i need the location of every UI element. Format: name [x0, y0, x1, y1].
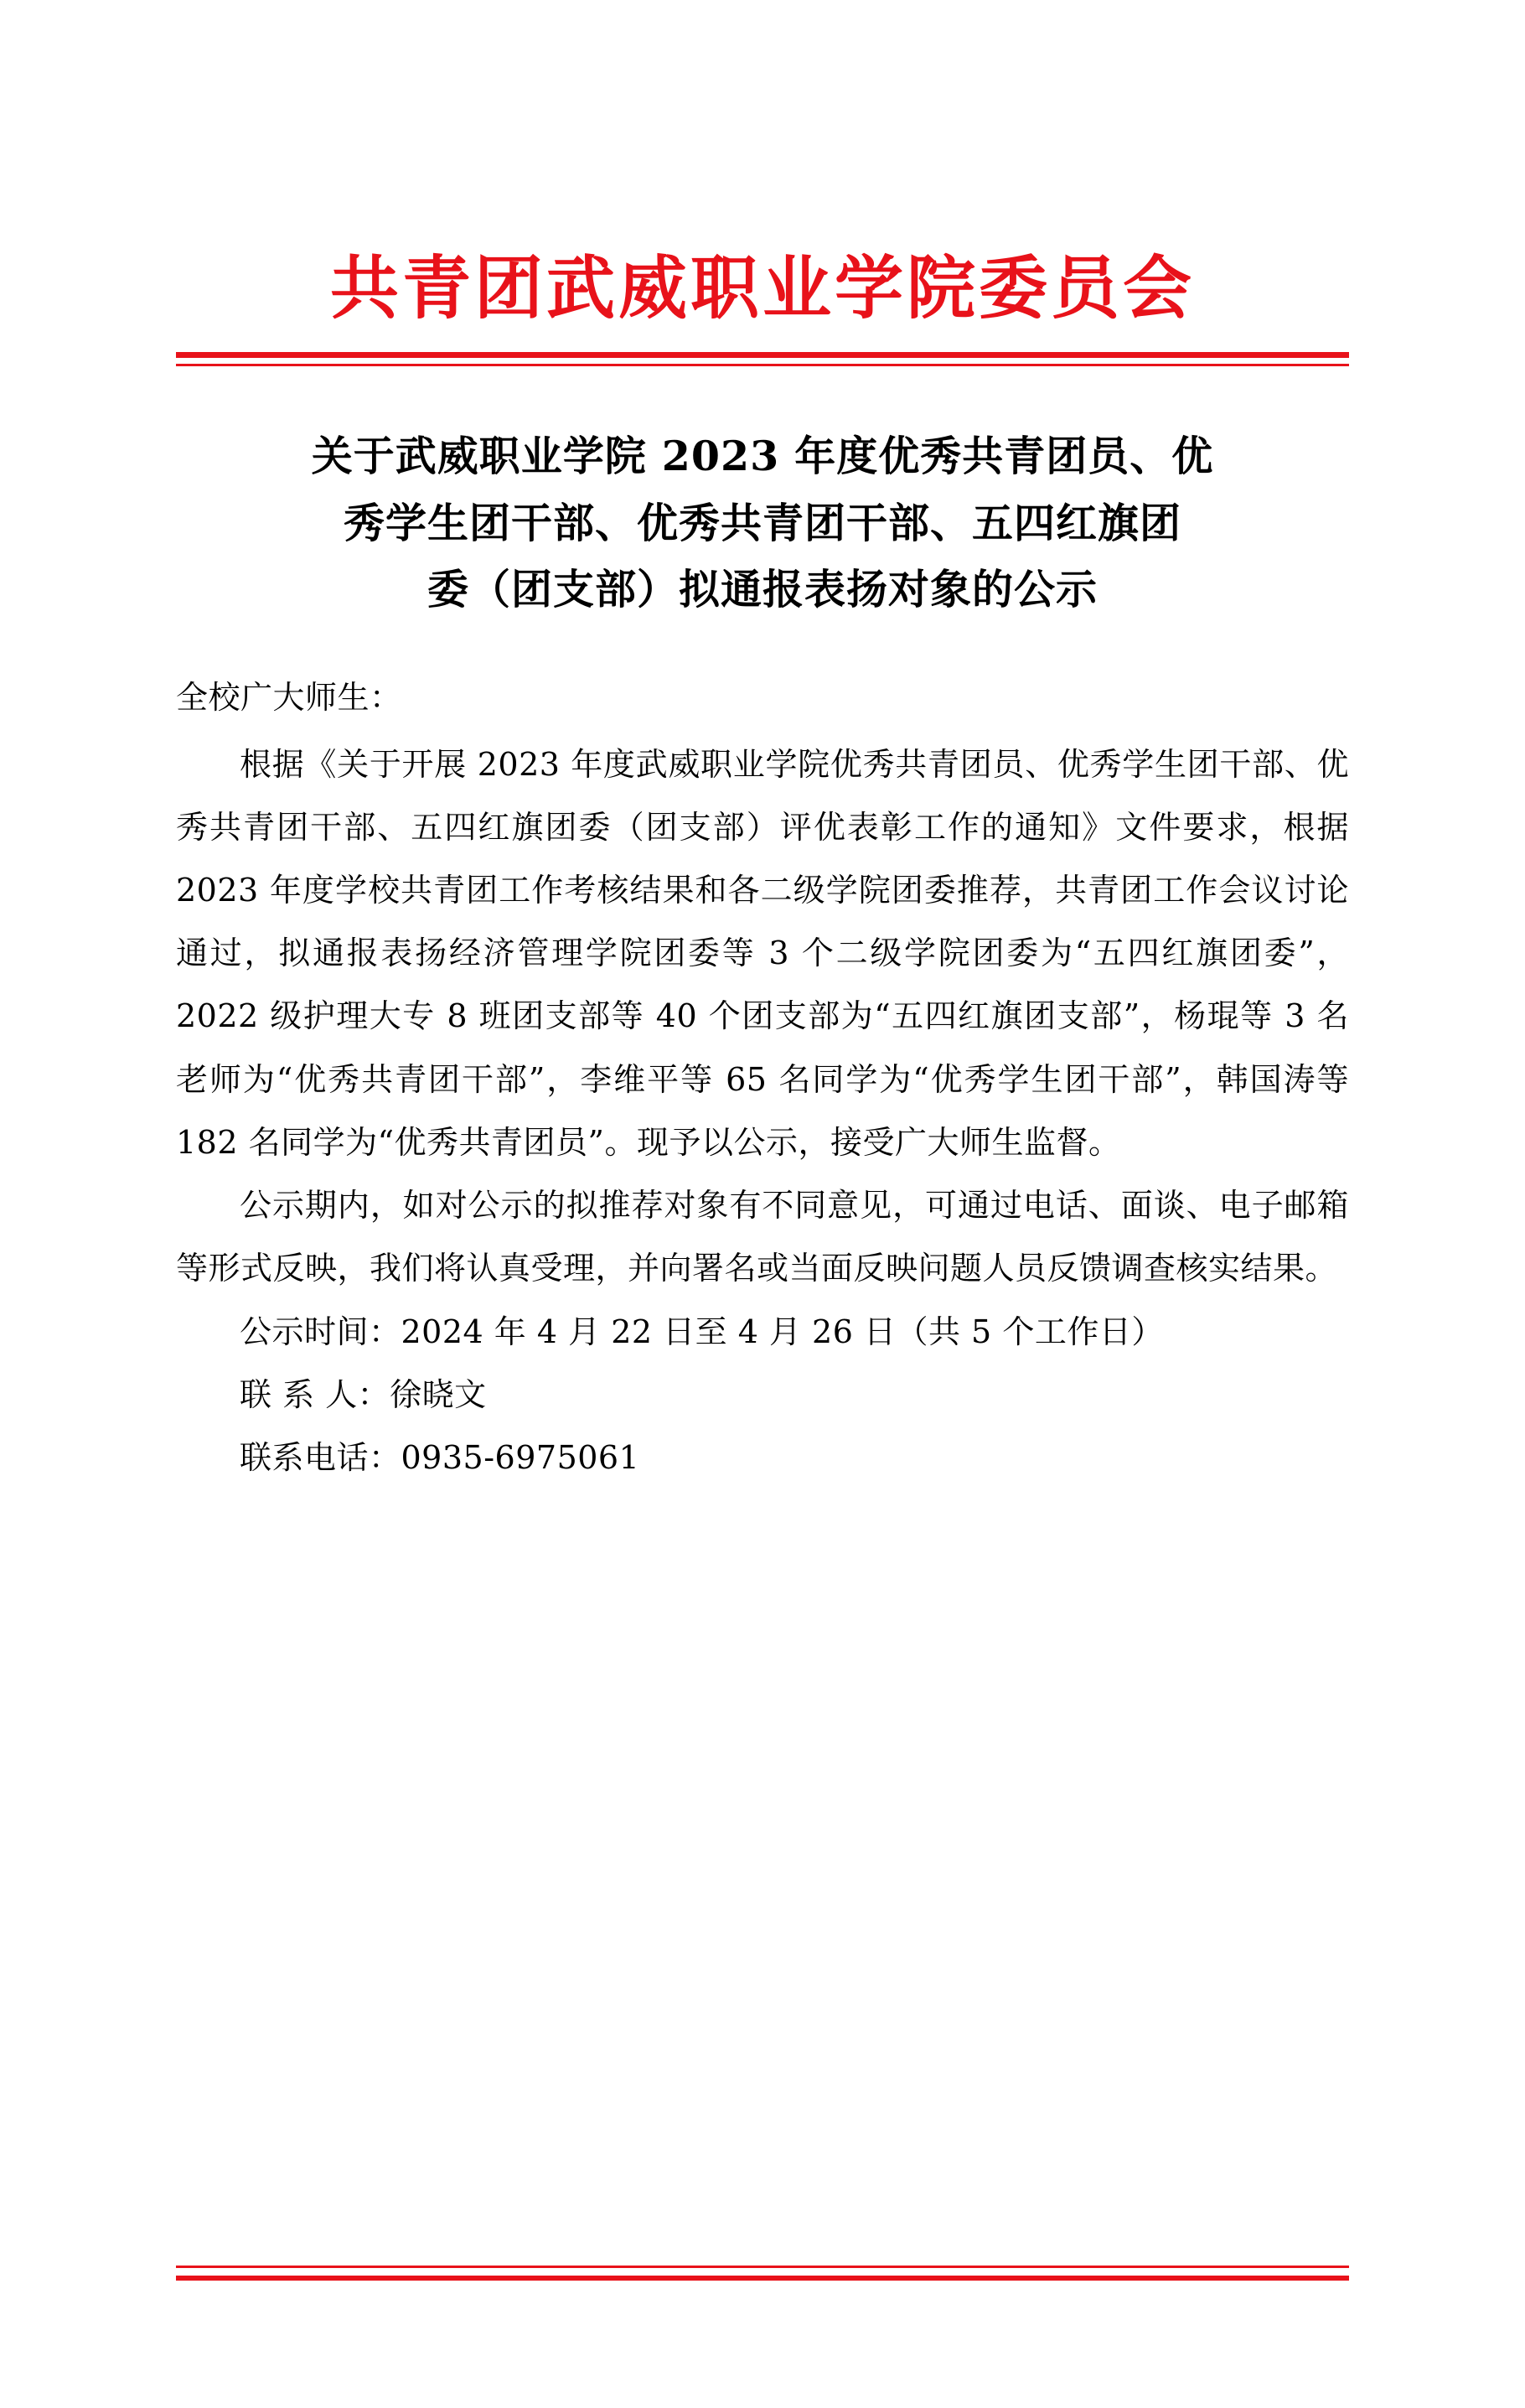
salutation: 全校广大师生： [176, 679, 402, 717]
letterhead [0, 251, 1525, 366]
letterhead-rule-thick [176, 352, 1349, 358]
document-title [176, 423, 1349, 623]
document-title-line-3: 委（团支部）拟通报表扬对象的公示 [426, 564, 1098, 614]
contact-phone: 联系电话：0935-6975061 [240, 1439, 640, 1477]
document-page [0, 251, 1525, 2408]
letterhead-organization: 共青团武威职业学院委员会 [329, 249, 1195, 329]
letterhead-rule-thin [176, 364, 1349, 366]
document-body [176, 666, 1349, 1489]
document-title-line-1: 关于武威职业学院 2023 年度优秀共青团员、优 [311, 432, 1214, 481]
letterhead-rules [176, 352, 1349, 366]
body-paragraph-2: 公示期内，如对公示的拟推荐对象有不同意见，可通过电话、面谈、电子邮箱等形式反映，我们将认真受理，并向署名或当面反映问题人员反馈调查核实结果。 [176, 1187, 1349, 1287]
footer-rules [176, 2266, 1349, 2281]
document-title-line-2: 秀学生团干部、优秀共青团干部、五四红旗团 [343, 498, 1181, 547]
footer-rule-thick [176, 2276, 1349, 2281]
footer-rule-thin [176, 2266, 1349, 2268]
body-paragraph-1: 根据《关于开展 2023 年度武威职业学院优秀共青团员、优秀学生团干部、优秀共青团干部、五四红旗团委（团支部）评优表彰工作的通知》文件要求，根据 2023 年度学校共青团工作考核结果和各二级学院团委推荐，共青团工作会议讨论通过，拟通报表扬经济管理学院团委等 3 个二级学院团委为“五四红旗团委”，2022 级护理大专 8 班团支部等 40 个团支部为“五四红旗团支部”，杨琨等 3 名老师为“优秀共青团干部”，李维平等 65 名同学为“优秀学生团干部”，韩国涛等 182 名同学为“优秀共青团员”。现予以公示，接受广大师生监督。 [176, 745, 1349, 1161]
contact-person: 联 系 人：徐晓文 [240, 1375, 487, 1413]
publicity-period: 公示时间：2024 年 4 月 22 日至 4 月 26 日（共 5 个工作日） [240, 1313, 1164, 1350]
